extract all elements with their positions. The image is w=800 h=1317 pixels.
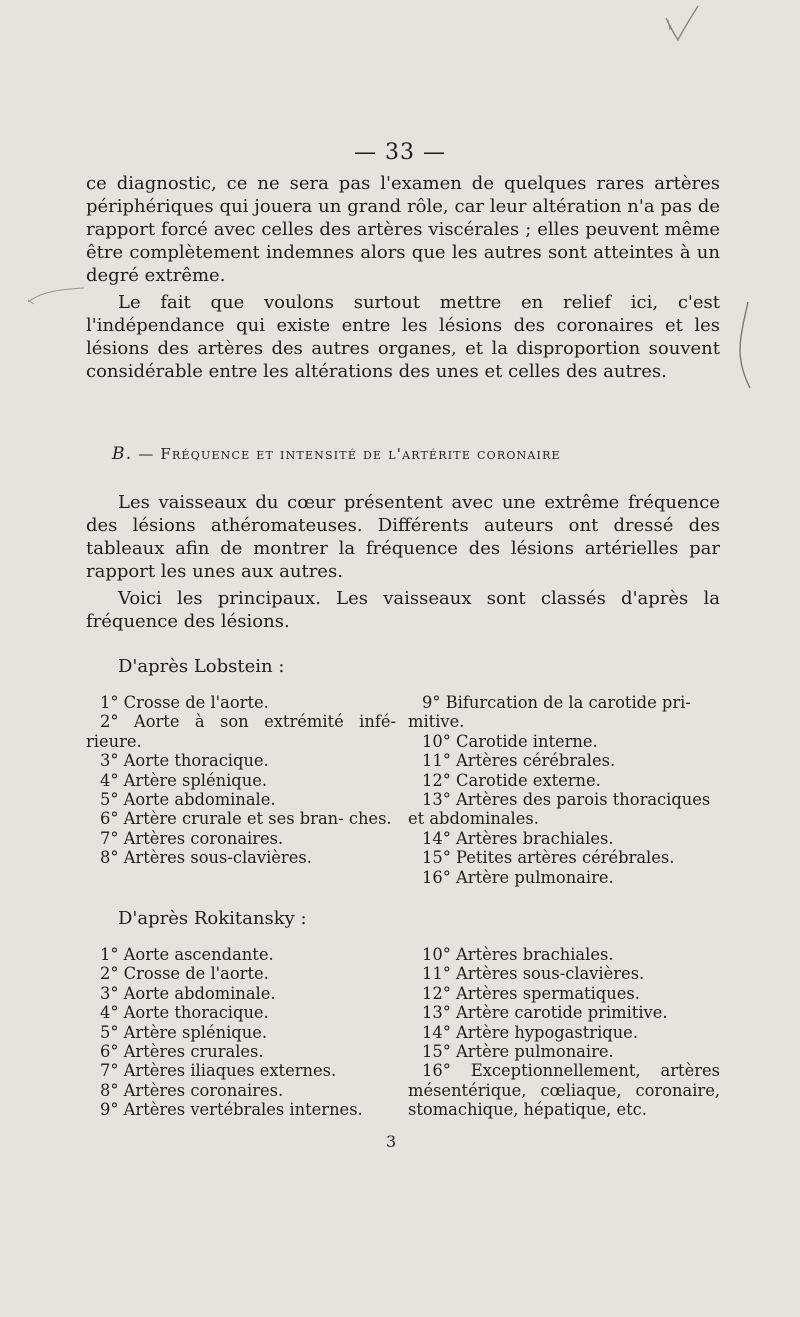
lobstein-right-column: [408, 693, 720, 887]
rokitansky-item: 13° Artère carotide primitive.: [422, 1003, 668, 1023]
pencil-margin-line: [26, 282, 86, 306]
lobstein-item: 8° Artères sous-clavières.: [100, 848, 312, 868]
rokitansky-item: 6° Artères crurales.: [100, 1042, 264, 1062]
rokitansky-left-column: [86, 945, 396, 1120]
rokitansky-item: 15° Artère pulmonaire.: [422, 1042, 614, 1062]
page-number: — 33 —: [354, 140, 446, 165]
section-heading: [112, 444, 732, 464]
rokitansky-item: 14° Artère hypogastrique.: [422, 1022, 638, 1042]
lobstein-item: 11° Artères cérébrales.: [422, 751, 616, 771]
paragraph-2: Le fait que voulons surtout mettre en relief ici, c'est l'indépendance qui existe entre les lésions des coronaires et les lésions des artères des autres organes, et la disproportion souvent considérable entre les altérations des unes et celles des autres.: [86, 292, 720, 382]
rokitansky-heading: D'après Rokitansky :: [118, 908, 307, 929]
pencil-check-mark: [664, 4, 700, 44]
rokitansky-item: 9° Artères vertébrales internes.: [100, 1100, 363, 1120]
paragraph-1: ce diagnostic, ce ne sera pas l'examen de quelques rares artères périphériques qui jouera un grand rôle, car leur altération n'a pas de rapport forcé avec celles des artères viscérales ; elles peuvent même être complètement indemnes alors que les autres sont atteintes à un degré extrême.: [86, 173, 720, 286]
rokitansky-item: 2° Crosse de l'aorte.: [100, 964, 269, 984]
signature-mark: 3: [386, 1132, 397, 1151]
rokitansky-right-column: [408, 945, 720, 1120]
rokitansky-item: 10° Artères brachiales.: [422, 945, 614, 964]
rokitansky-item: 3° Aorte abdominale.: [100, 983, 276, 1003]
lobstein-item: 4° Artère splénique.: [100, 770, 268, 790]
lobstein-item: 7° Artères coronaires.: [100, 828, 284, 848]
rokitansky-item: 4° Aorte thoracique.: [100, 1003, 269, 1023]
lobstein-item: 1° Crosse de l'aorte.: [100, 693, 269, 712]
lobstein-item: 3° Aorte thoracique.: [100, 751, 269, 771]
rokitansky-item: 8° Artères coronaires.: [100, 1080, 284, 1100]
lobstein-item: 2° Aorte à son extrémité infé- rieure.: [86, 712, 396, 751]
section-title: — Fréquence et intensité de l'artérite coronaire: [138, 445, 561, 463]
rokitansky-item: 16° Exceptionnellement, artères mésentérique, cœliaque, coronaire, stomachique, hépatique, etc.: [408, 1061, 720, 1120]
rokitansky-item: 7° Artères iliaques externes.: [100, 1061, 337, 1081]
paragraph-3: Les vaisseaux du cœur présentent avec une extrême fréquence des lésions athéromateuses. Différents auteurs ont dressé des tableaux afin de montrer la fréquence des lésions artérielles par rapport les unes aux autres.: [86, 492, 720, 582]
rokitansky-item: 5° Artère splénique.: [100, 1022, 268, 1042]
rokitansky-item: 12° Artères spermatiques.: [422, 983, 640, 1003]
lobstein-item: 10° Carotide interne.: [422, 731, 598, 751]
lobstein-heading: D'après Lobstein :: [118, 656, 285, 677]
lobstein-item: 5° Aorte abdominale.: [100, 790, 276, 810]
lobstein-item: 6° Artère crurale et ses bran- ches.: [100, 809, 392, 829]
lobstein-left-column: [86, 693, 396, 868]
section-letter: B.: [112, 444, 133, 464]
lobstein-item: 16° Artère pulmonaire.: [422, 867, 614, 887]
lobstein-item: 14° Artères brachiales.: [422, 828, 614, 848]
pencil-margin-bracket: [734, 300, 754, 390]
rokitansky-item: 11° Artères sous-clavières.: [422, 964, 645, 984]
paragraph-4: Voici les principaux. Les vaisseaux sont classés d'après la fréquence des lésions.: [86, 588, 720, 632]
lobstein-item: 12° Carotide externe.: [422, 770, 601, 790]
lobstein-item: 13° Artères des parois thoraciques et abdominales.: [408, 790, 711, 829]
lobstein-item: 15° Petites artères cérébrales.: [422, 848, 675, 868]
rokitansky-item: 1° Aorte ascendante.: [100, 945, 274, 964]
lobstein-item: 9° Bifurcation de la carotide pri- mitive.: [408, 693, 691, 732]
